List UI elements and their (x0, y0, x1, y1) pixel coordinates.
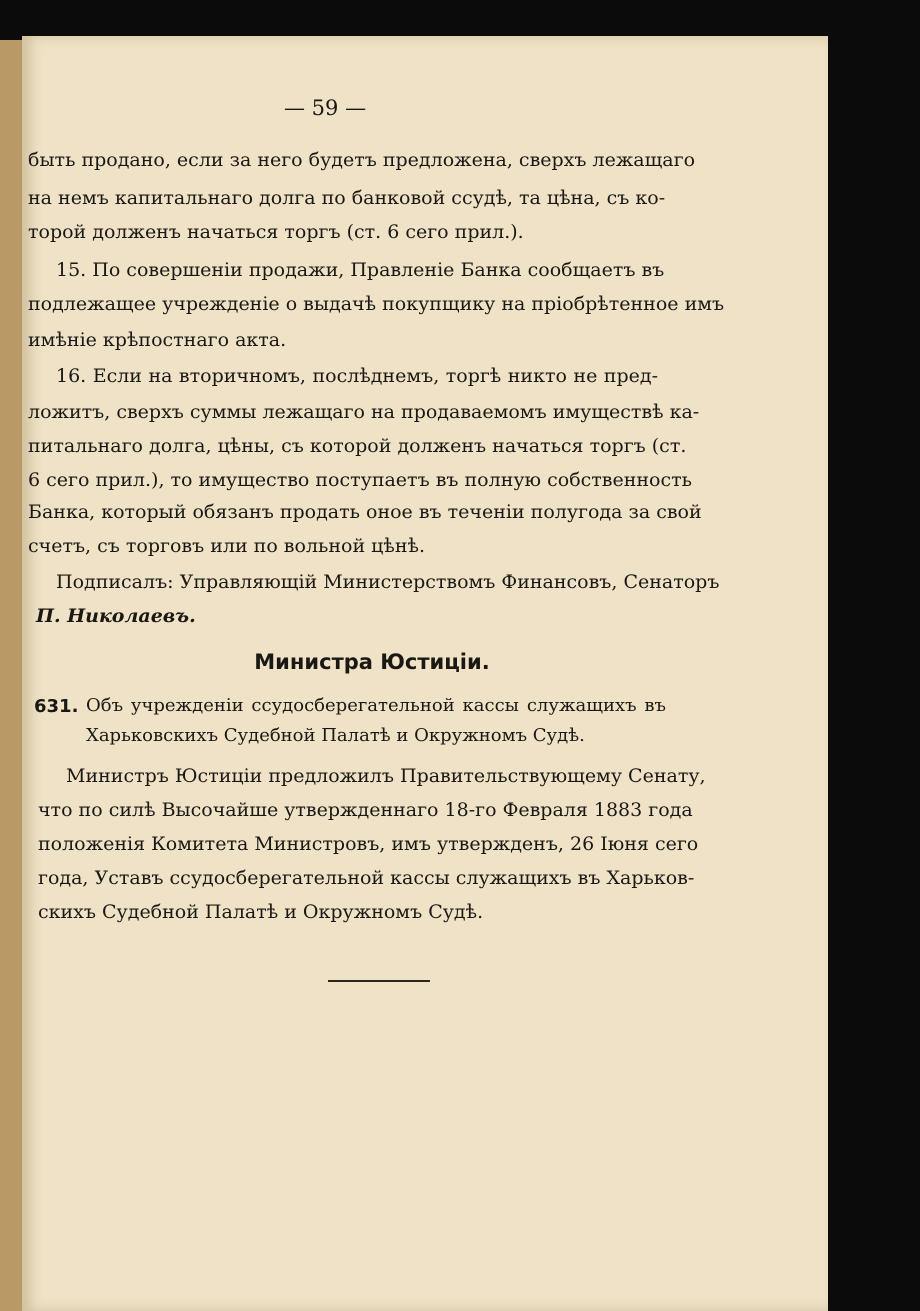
text-line: имѣніе крѣпостнаго акта. (28, 329, 287, 351)
text-line: Банка, который обязанъ продать оное въ теченіи полугода за свой (28, 501, 702, 523)
item-number: 631. (34, 696, 79, 717)
text-line: питальнаго долга, цѣны, съ которой долженъ начаться торгъ (ст. (28, 435, 687, 457)
text-line: ложитъ, сверхъ суммы лежащаго на продаваемомъ имуществѣ ка- (28, 401, 700, 423)
text-line: на немъ капитальнаго долга по банковой ссудѣ, та цѣна, съ ко- (28, 187, 666, 209)
section-divider (328, 980, 430, 982)
text-line: подлежащее учрежденіе о выдачѣ покупщику на пріобрѣтенное имъ (28, 293, 725, 315)
text-line: 6 сего прил.), то имущество поступаетъ въ полную собственность (28, 469, 692, 491)
text-line: быть продано, если за него будетъ предложена, сверхъ лежащаго (28, 149, 696, 171)
item-title-line: Харьковскихъ Судебной Палатѣ и Окружномъ Судѣ. (86, 725, 585, 746)
text-line: 16. Если на вторичномъ, послѣднемъ, торгѣ никто не пред- (56, 365, 658, 387)
signature-name: П. Николаевъ. (36, 605, 196, 627)
text-line: года, Уставъ ссудосберегательной кассы служащихъ въ Харьков- (38, 867, 695, 889)
text-line: 15. По совершеніи продажи, Правленіе Банка сообщаетъ въ (56, 259, 665, 281)
page-number: — 59 — (284, 96, 367, 120)
text-line: что по силѣ Высочайше утвержденнаго 18-го Февраля 1883 года (38, 799, 693, 821)
section-heading: Министра Юстиціи. (254, 650, 490, 674)
signature-line: Подписалъ: Управляющій Министерствомъ Финансовъ, Сенаторъ (56, 571, 720, 593)
text-line: Министръ Юстиціи предложилъ Правительствующему Сенату, (66, 765, 706, 787)
item-title-line: Объ учрежденіи ссудосберегательной кассы служащихъ въ (86, 695, 666, 716)
text-line: положенія Комитета Министровъ, имъ утвержденъ, 26 Іюня сего (38, 833, 699, 855)
text-line: торой долженъ начаться торгъ (ст. 6 сего прил.). (28, 221, 524, 243)
book-page (22, 36, 828, 1311)
text-line: скихъ Судебной Палатѣ и Окружномъ Судѣ. (38, 901, 484, 923)
text-line: счетъ, съ торговъ или по вольной цѣнѣ. (28, 535, 425, 557)
